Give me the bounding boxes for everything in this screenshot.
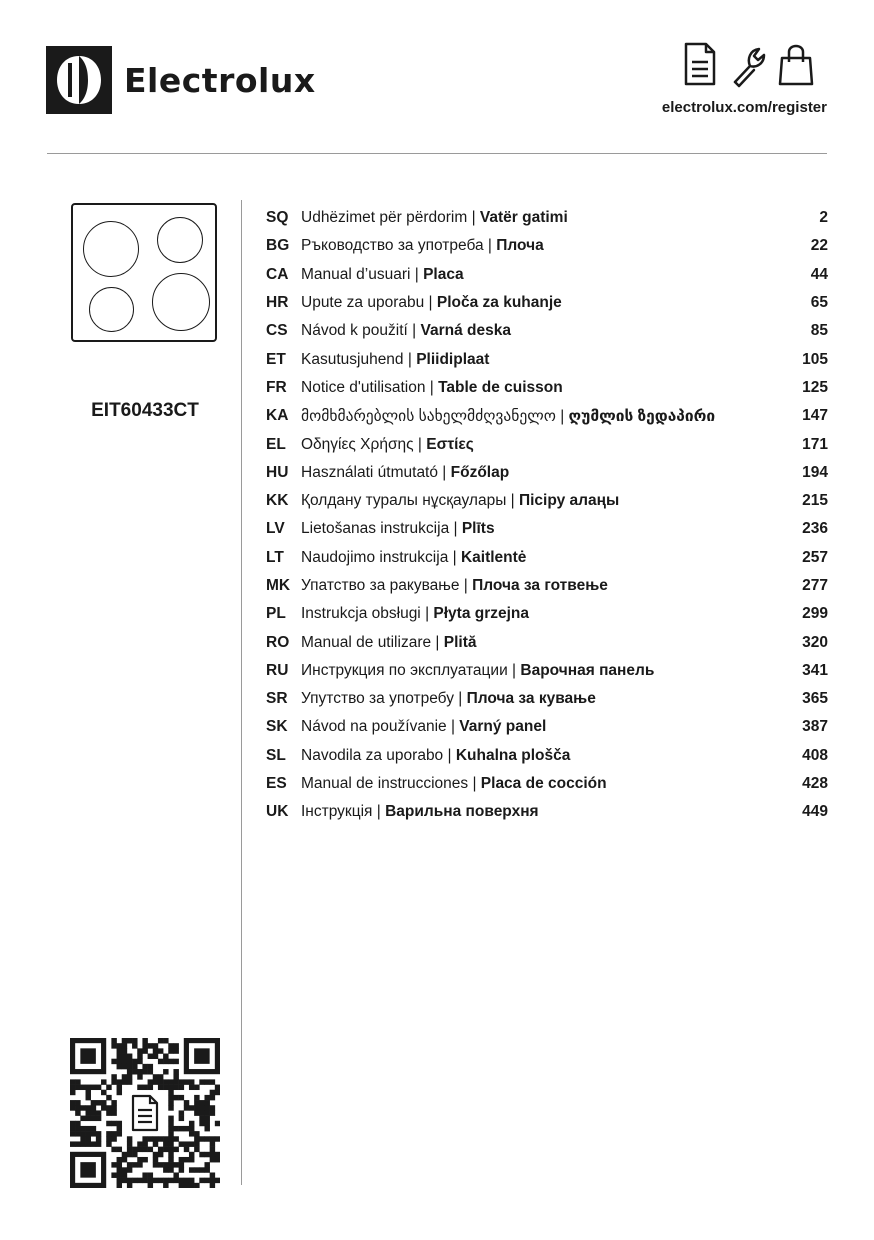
product-name: Kaitlentė [460,548,527,566]
toc-title [301,492,788,510]
toc-entry[interactable] [266,628,828,656]
toc-title [301,690,788,708]
support-icons [682,40,814,88]
manual-title: Naudojimo instrukcija [301,548,449,566]
product-name: Варильна поверхня [385,803,539,821]
toc-entry[interactable] [266,345,828,373]
language-code: KK [266,492,289,510]
separator: | [431,633,444,651]
separator: | [446,718,460,736]
toc-entry[interactable] [266,544,828,572]
toc-title [301,322,788,340]
toc-entry[interactable] [266,572,828,600]
product-name: Пісіру алаңы [518,492,620,510]
separator: | [555,407,569,425]
language-index [266,204,828,827]
toc-title [301,549,788,567]
language-code: SK [266,718,288,736]
language-code: SR [266,690,288,708]
qr-code-icon[interactable] [70,1038,220,1188]
page-number: 105 [802,350,828,368]
separator: | [372,803,386,821]
page-number: 341 [802,661,828,679]
toc-entry[interactable] [266,600,828,628]
toc-title [301,520,788,538]
toc-title [301,351,788,369]
manual-title: Manual d’usuari [301,265,411,283]
separator: | [425,378,439,396]
manual-title: Manual de utilizare [301,633,432,651]
toc-entry[interactable] [266,515,828,543]
product-name: Варочная панель [520,661,655,679]
product-name: Pliidiplaat [416,350,490,368]
brand-logo [46,46,316,114]
model-number: EIT60433CT [91,400,199,421]
manual-title: Használati útmutató [301,463,438,481]
manual-title: Instrukcja obsługi [301,605,421,623]
language-code: KA [266,407,289,425]
toc-entry[interactable] [266,261,828,289]
page-number: 277 [802,577,828,594]
cooking-zone-front-right [157,217,203,263]
manual-title: Lietošanas instrukcija [301,520,450,538]
language-code: PL [266,605,286,623]
document-icon [682,40,718,88]
toc-entry[interactable] [266,685,828,713]
page-number: 365 [802,690,828,708]
language-code: SL [266,746,286,764]
page-number: 236 [802,520,828,538]
page-number: 65 [810,294,828,312]
toc-title [301,605,788,623]
toc-title [301,718,788,736]
language-code: SQ [266,209,289,227]
manual-title: Упатство за ракување [301,577,460,594]
toc-entry[interactable] [266,289,828,317]
brand-name: Electrolux [124,60,316,100]
separator: | [420,605,434,623]
product-name: ღუმლის ზედაპირი [568,407,716,425]
toc-entry[interactable] [266,430,828,458]
product-name: Table de cuisson [438,378,563,396]
product-name: Varný panel [459,718,547,736]
toc-title [301,237,788,255]
separator: | [468,775,481,793]
page-number: 428 [802,775,828,793]
page-number: 408 [802,746,828,764]
separator: | [507,661,521,679]
toc-title [301,464,788,482]
language-code: RO [266,633,290,651]
toc-title [301,209,788,227]
toc-title [301,662,788,680]
product-name: Плоча [496,237,544,255]
separator: | [506,492,519,510]
separator: | [407,322,421,340]
page-number: 299 [802,605,828,623]
toc-title [301,294,788,312]
top-divider [47,153,827,154]
language-code: HU [266,463,289,481]
product-name: Placa de cocción [480,775,607,793]
product-name: Ploča za kuhanje [436,294,562,312]
product-name: Varná deska [420,322,511,340]
toc-title [301,747,788,765]
toc-entry[interactable] [266,770,828,798]
register-link[interactable]: electrolux.com/register [661,99,827,116]
toc-entry[interactable] [266,742,828,770]
language-code: EL [266,435,286,453]
product-name: Plită [443,633,477,651]
toc-entry[interactable] [266,317,828,345]
product-name: Płyta grzejna [433,605,530,623]
manual-title: Упутство за употребу [301,690,454,708]
hob-four-zones-icon [71,203,217,342]
page-number: 147 [802,407,828,425]
manual-title: Инструкция по эксплуатации [301,661,508,679]
page-number: 44 [810,265,828,283]
manual-title: Інструкція [301,803,373,821]
toc-title [301,379,788,397]
product-name: Kuhalna plošča [455,746,571,764]
manual-title: Návod k použití [301,322,408,340]
product-name: Εστίες [426,435,474,453]
page-number: 387 [802,718,828,736]
page-number: 85 [810,322,828,340]
toc-entry[interactable] [266,459,828,487]
language-code: UK [266,803,289,821]
toc-title [301,577,788,595]
language-code: LT [266,548,284,566]
separator: | [438,463,451,481]
toc-entry[interactable] [266,232,828,260]
page-number: 125 [802,378,828,396]
separator: | [424,294,437,312]
page-number: 215 [802,492,828,510]
separator: | [453,690,467,708]
product-name: Плоча за готвење [472,577,608,594]
cooking-zone-rear-right [152,273,210,331]
product-name: Vatër gatimi [479,209,568,227]
manual-title: Οδηγίες Χρήσης [301,435,414,453]
toc-title [301,407,788,426]
page-number: 2 [819,209,828,227]
separator: | [448,548,461,566]
manual-title: Manual de instrucciones [301,775,469,793]
page-number: 171 [802,435,828,453]
language-code: FR [266,378,287,396]
page-number: 320 [802,633,828,651]
manual-title: Upute za uporabu [301,294,425,312]
manual-title: Kasutusjuhend [301,350,404,368]
language-code: HR [266,294,289,312]
toc-entry[interactable] [266,798,828,826]
toc-entry[interactable] [266,713,828,741]
separator: | [410,265,424,283]
wrench-icon [730,40,766,88]
separator: | [483,237,497,255]
toc-title [301,436,788,454]
toc-entry[interactable] [266,657,828,685]
separator: | [403,350,417,368]
language-code: CA [266,265,289,283]
separator: | [459,577,473,594]
language-code: MK [266,577,291,594]
product-name: Főzőlap [450,463,510,481]
electrolux-logo-icon [46,46,112,114]
product-name: Placa [423,265,464,283]
language-code: LV [266,520,285,538]
manual-title: Қолдану туралы нұсқаулары [301,492,507,510]
separator: | [467,209,480,227]
manual-title: Navodila za uporabo [301,746,444,764]
product-name: Plīts [461,520,495,538]
toc-entry[interactable] [266,487,828,515]
page-number: 449 [802,803,828,821]
product-name: Плоча за кување [466,690,596,708]
language-code: CS [266,322,288,340]
vertical-divider [241,200,242,1185]
toc-title [301,634,788,652]
page-number: 257 [802,548,828,566]
manual-title: Návod na používanie [301,718,447,736]
page-number: 194 [802,463,828,481]
manual-title: Ръководство за употреба [301,237,484,255]
toc-title [301,775,788,793]
separator: | [413,435,427,453]
shopping-bag-icon [778,40,814,88]
language-code: BG [266,237,290,255]
language-code: RU [266,661,289,679]
toc-title [301,803,788,821]
toc-entry[interactable] [266,374,828,402]
cooking-zone-rear-left [89,287,134,332]
toc-title [301,266,788,284]
language-code: ES [266,775,287,793]
cooking-zone-front-left [83,221,139,277]
page-number: 22 [810,237,828,255]
separator: | [449,520,462,538]
toc-entry[interactable] [266,204,828,232]
manual-title: მომხმარებლის სახელმძღვანელო [301,407,556,425]
manual-title: Udhëzimet për përdorim [301,209,468,227]
language-code: ET [266,350,286,368]
separator: | [443,746,456,764]
manual-title: Notice d'utilisation [301,378,426,396]
document-icon [126,1092,164,1134]
toc-entry[interactable] [266,402,828,430]
